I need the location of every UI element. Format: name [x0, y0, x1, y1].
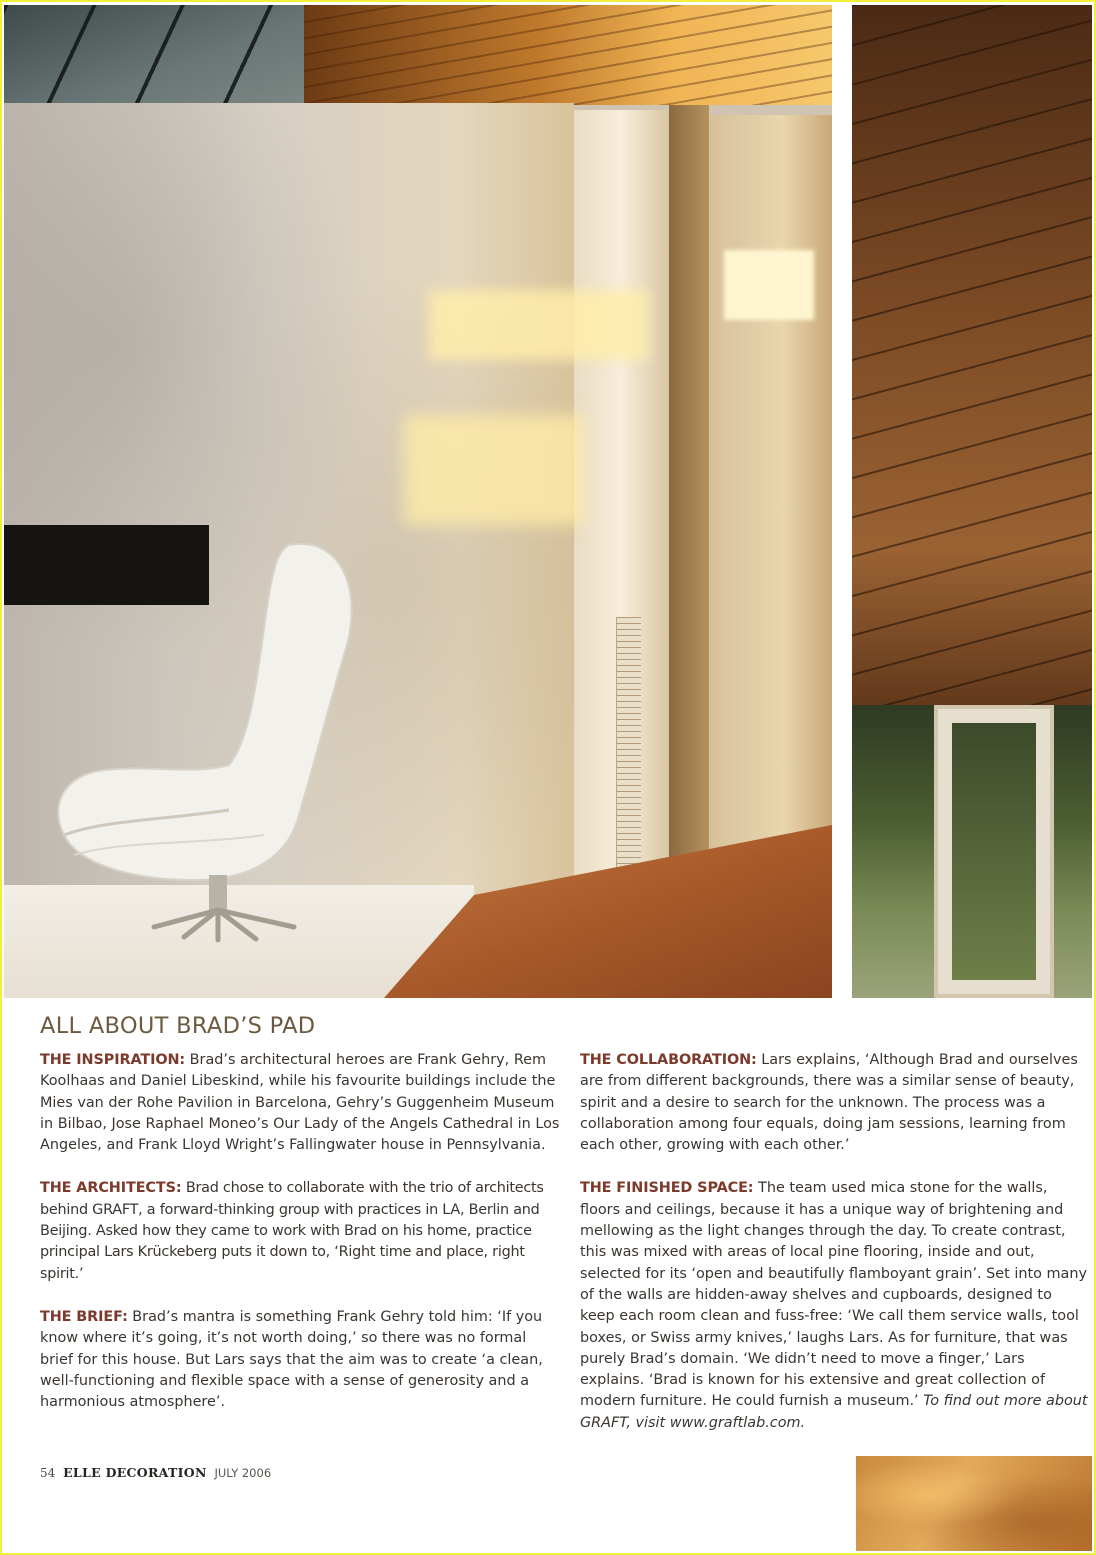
page-number: 54 [40, 1466, 56, 1480]
magazine-name: ELLE DECORATION [63, 1465, 207, 1480]
section-lead: THE INSPIRATION: [40, 1052, 186, 1068]
photo-sunlight-patch [429, 290, 649, 360]
photo-white-swivel-chair [44, 535, 374, 945]
section-brief [40, 1307, 560, 1413]
section-finished-space [580, 1178, 1090, 1434]
section-inspiration [40, 1050, 560, 1156]
section-body: Brad’s architectural heroes are Frank Gehry, Rem Koolhaas and Daniel Libeskind, while his favourite buildings include the Mies van der Rohe Pavilion in Barcelona, Gehry’s Guggenheim Museum in Bilbao, Jose Raphael Moneo’s Our Lady of the Angels Cathedral in Los Angeles, and Frank Lloyd Wright’s Fallingwater house in Pennsylvania. [40, 1052, 560, 1154]
right-photo-curved-ceiling [852, 5, 1092, 998]
corner-photo-pine-floor [856, 1456, 1092, 1551]
graft-website-link[interactable]: To find out more about GRAFT, visit www.graftlab.com. [580, 1393, 1088, 1431]
photo-pillar-shadow [669, 105, 709, 865]
section-body: Lars explains, ‘Although Brad and ourselves are from different backgrounds, there was a similar sense of beauty, spirit and a desire to search for the unknown. The process was a collaboration among four equals, doing jam sessions, learning from each other, growing with each other.’ [580, 1052, 1078, 1154]
section-architects [40, 1178, 560, 1284]
section-collaboration [580, 1050, 1090, 1156]
section-lead: THE BRIEF: [40, 1308, 128, 1325]
photo-glass-door [934, 705, 1054, 998]
photo-rear-wall [709, 115, 832, 865]
section-lead: THE FINISHED SPACE: [580, 1180, 754, 1197]
photo-sunlight-patch [724, 250, 814, 320]
section-body: Brad chose to collaborate with the trio of architects behind GRAFT, a forward-thinking group with practices in LA, Berlin and Beijing. Asked how they came to work with Brad on his home, practice principal Lars Krückeberg puts it down to, ‘Right time and place, right spirit.’ [40, 1180, 544, 1282]
section-lead: THE COLLABORATION: [580, 1052, 757, 1068]
text-column-left [40, 1050, 560, 1435]
photo-wood-ceiling [304, 5, 832, 105]
text-column-right [580, 1050, 1090, 1456]
section-body: The team used mica stone for the walls, floors and ceilings, because it has a unique way of brightening and mellowing as the light changes through the day. To create contrast, this was mixed with areas of local pine flooring, inside and out, selected for its ‘open and beautifully flamboyant grain’. Set into many of the walls are hidden-away shelves and cupboards, designed to keep each room clean and fuss-free: ‘We call them service walls, tool boxes, or Swiss army knives,’ laughs Lars. As for furniture, that was purely Brad’s domain. ‘We didn’t need to move a finger,’ Lars explains. ‘Brad is known for his extensive and great collection of modern furniture. He could furnish a museum.’ [580, 1180, 1087, 1410]
page-footer [40, 1465, 271, 1480]
issue-date: JULY 2006 [214, 1466, 272, 1480]
article-headline: ALL ABOUT BRAD’S PAD [40, 1013, 316, 1039]
photo-sunlight-patch [404, 415, 584, 525]
main-photo-interior [4, 5, 832, 998]
photo-wall-vent [616, 617, 641, 887]
section-body: Brad’s mantra is something Frank Gehry told him: ‘If you know where it’s going, it’s not worth doing,’ so there was no formal brief for this house. But Lars says that the aim was to create ‘a clean, well-functioning and flexible space with a sense of generosity and a harmonious atmosphere’. [40, 1308, 543, 1411]
section-lead: THE ARCHITECTS: [40, 1180, 182, 1197]
